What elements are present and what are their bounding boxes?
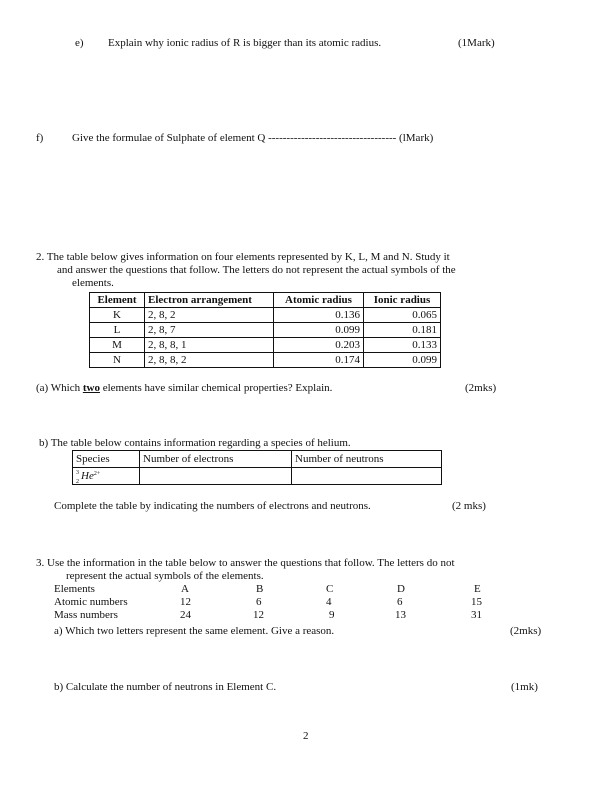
q3b-question: b) Calculate the number of neutrons in Element C.	[54, 681, 277, 693]
col-letter-a: A	[181, 583, 189, 595]
atomic-number-b: 6	[256, 596, 262, 608]
element-symbol: He	[81, 469, 94, 482]
mass-number: 3	[76, 469, 79, 476]
header-electron-arrangement: Electron arrangement	[145, 293, 274, 308]
q2a-emphasis: two	[82, 382, 100, 394]
q1f-label: f)	[36, 132, 44, 144]
cell-ionic-radius: 0.065	[364, 308, 441, 323]
cell-electron-arrangement: 2, 8, 8, 2	[145, 353, 274, 368]
helium-ion-symbol	[76, 470, 100, 483]
mass-number-a: 24	[180, 609, 191, 621]
page-number: 2	[303, 730, 309, 742]
table-row	[73, 468, 442, 485]
table-header-row	[73, 451, 442, 468]
q2b-marks: (2 mks)	[452, 500, 486, 512]
q2b-intro: b) The table below contains information regarding a species of helium.	[39, 437, 351, 449]
table-row	[90, 353, 441, 368]
helium-table	[72, 450, 442, 485]
cell-ionic-radius: 0.181	[364, 323, 441, 338]
cell-species	[73, 468, 140, 485]
cell-atomic-radius: 0.136	[274, 308, 364, 323]
header-atomic-radius: Atomic radius	[274, 293, 364, 308]
header-ionic-radius: Ionic radius	[364, 293, 441, 308]
q3b-marks: (1mk)	[511, 681, 538, 693]
ion-charge: 2+	[93, 470, 101, 477]
atomic-number-a: 12	[180, 596, 191, 608]
cell-element: L	[90, 323, 145, 338]
cell-electron-arrangement: 2, 8, 2	[145, 308, 274, 323]
cell-ionic-radius: 0.099	[364, 353, 441, 368]
q3-intro-line1: 3. Use the information in the table below to answer the questions that follow. The letters do not	[36, 557, 455, 569]
col-letter-e: E	[474, 583, 481, 595]
q2a-marks: (2mks)	[465, 382, 497, 394]
header-number-of-electrons: Number of electrons	[140, 451, 292, 468]
q2b-instruction: Complete the table by indicating the numbers of electrons and neutrons.	[54, 500, 371, 512]
atomic-number-e: 15	[471, 596, 482, 608]
q2-intro-line2: and answer the questions that follow. The letters do not represent the actual symbols of the	[57, 264, 456, 276]
q1e-marks: (1Mark)	[458, 37, 495, 49]
table-row	[90, 338, 441, 353]
table-row	[90, 323, 441, 338]
atomic-number: 2	[76, 478, 79, 485]
q2a-post: elements have similar chemical properties? Explain.	[99, 382, 333, 394]
atomic-number-d: 6	[397, 596, 403, 608]
q1e-label: e)	[75, 37, 84, 49]
table-row	[90, 308, 441, 323]
row-label-atomic-numbers: Atomic numbers	[54, 596, 128, 608]
q1f-text: Give the formulae of Sulphate of element Q ----------------------------------- (lMark)	[72, 132, 434, 144]
col-letter-b: B	[256, 583, 264, 595]
row-label-mass-numbers: Mass numbers	[54, 609, 118, 621]
q2a-pre: (a) Which	[36, 382, 83, 394]
q2a-question	[36, 382, 332, 395]
row-label-elements: Elements	[54, 583, 95, 595]
mass-number-d: 13	[395, 609, 406, 621]
col-letter-d: D	[397, 583, 405, 595]
header-element: Element	[90, 293, 145, 308]
cell-element: K	[90, 308, 145, 323]
cell-electron-arrangement: 2, 8, 7	[145, 323, 274, 338]
cell-atomic-radius: 0.203	[274, 338, 364, 353]
elements-numbers-table	[0, 583, 612, 623]
mass-number-c: 9	[329, 609, 335, 621]
cell-number-of-electrons[interactable]	[140, 468, 292, 485]
atomic-number-c: 4	[326, 596, 332, 608]
col-letter-c: C	[326, 583, 334, 595]
cell-number-of-neutrons[interactable]	[292, 468, 442, 485]
elements-table	[89, 292, 441, 368]
cell-ionic-radius: 0.133	[364, 338, 441, 353]
cell-element: N	[90, 353, 145, 368]
mass-number-b: 12	[253, 609, 264, 621]
q2-intro-line3: elements.	[72, 277, 114, 289]
cell-element: M	[90, 338, 145, 353]
header-number-of-neutrons: Number of neutrons	[292, 451, 442, 468]
q1e-text: Explain why ionic radius of R is bigger than its atomic radius.	[108, 37, 382, 49]
header-species: Species	[73, 451, 140, 468]
cell-atomic-radius: 0.099	[274, 323, 364, 338]
q3a-question: a) Which two letters represent the same element. Give a reason.	[54, 625, 335, 637]
cell-electron-arrangement: 2, 8, 8, 1	[145, 338, 274, 353]
table-header-row	[90, 293, 441, 308]
cell-atomic-radius: 0.174	[274, 353, 364, 368]
q2-intro-line1: 2. The table below gives information on four elements represented by K, L, M and N. Study it	[36, 251, 450, 263]
q3a-marks: (2mks)	[510, 625, 542, 637]
mass-number-e: 31	[471, 609, 482, 621]
q3-intro-line2: represent the actual symbols of the elements.	[66, 570, 264, 582]
